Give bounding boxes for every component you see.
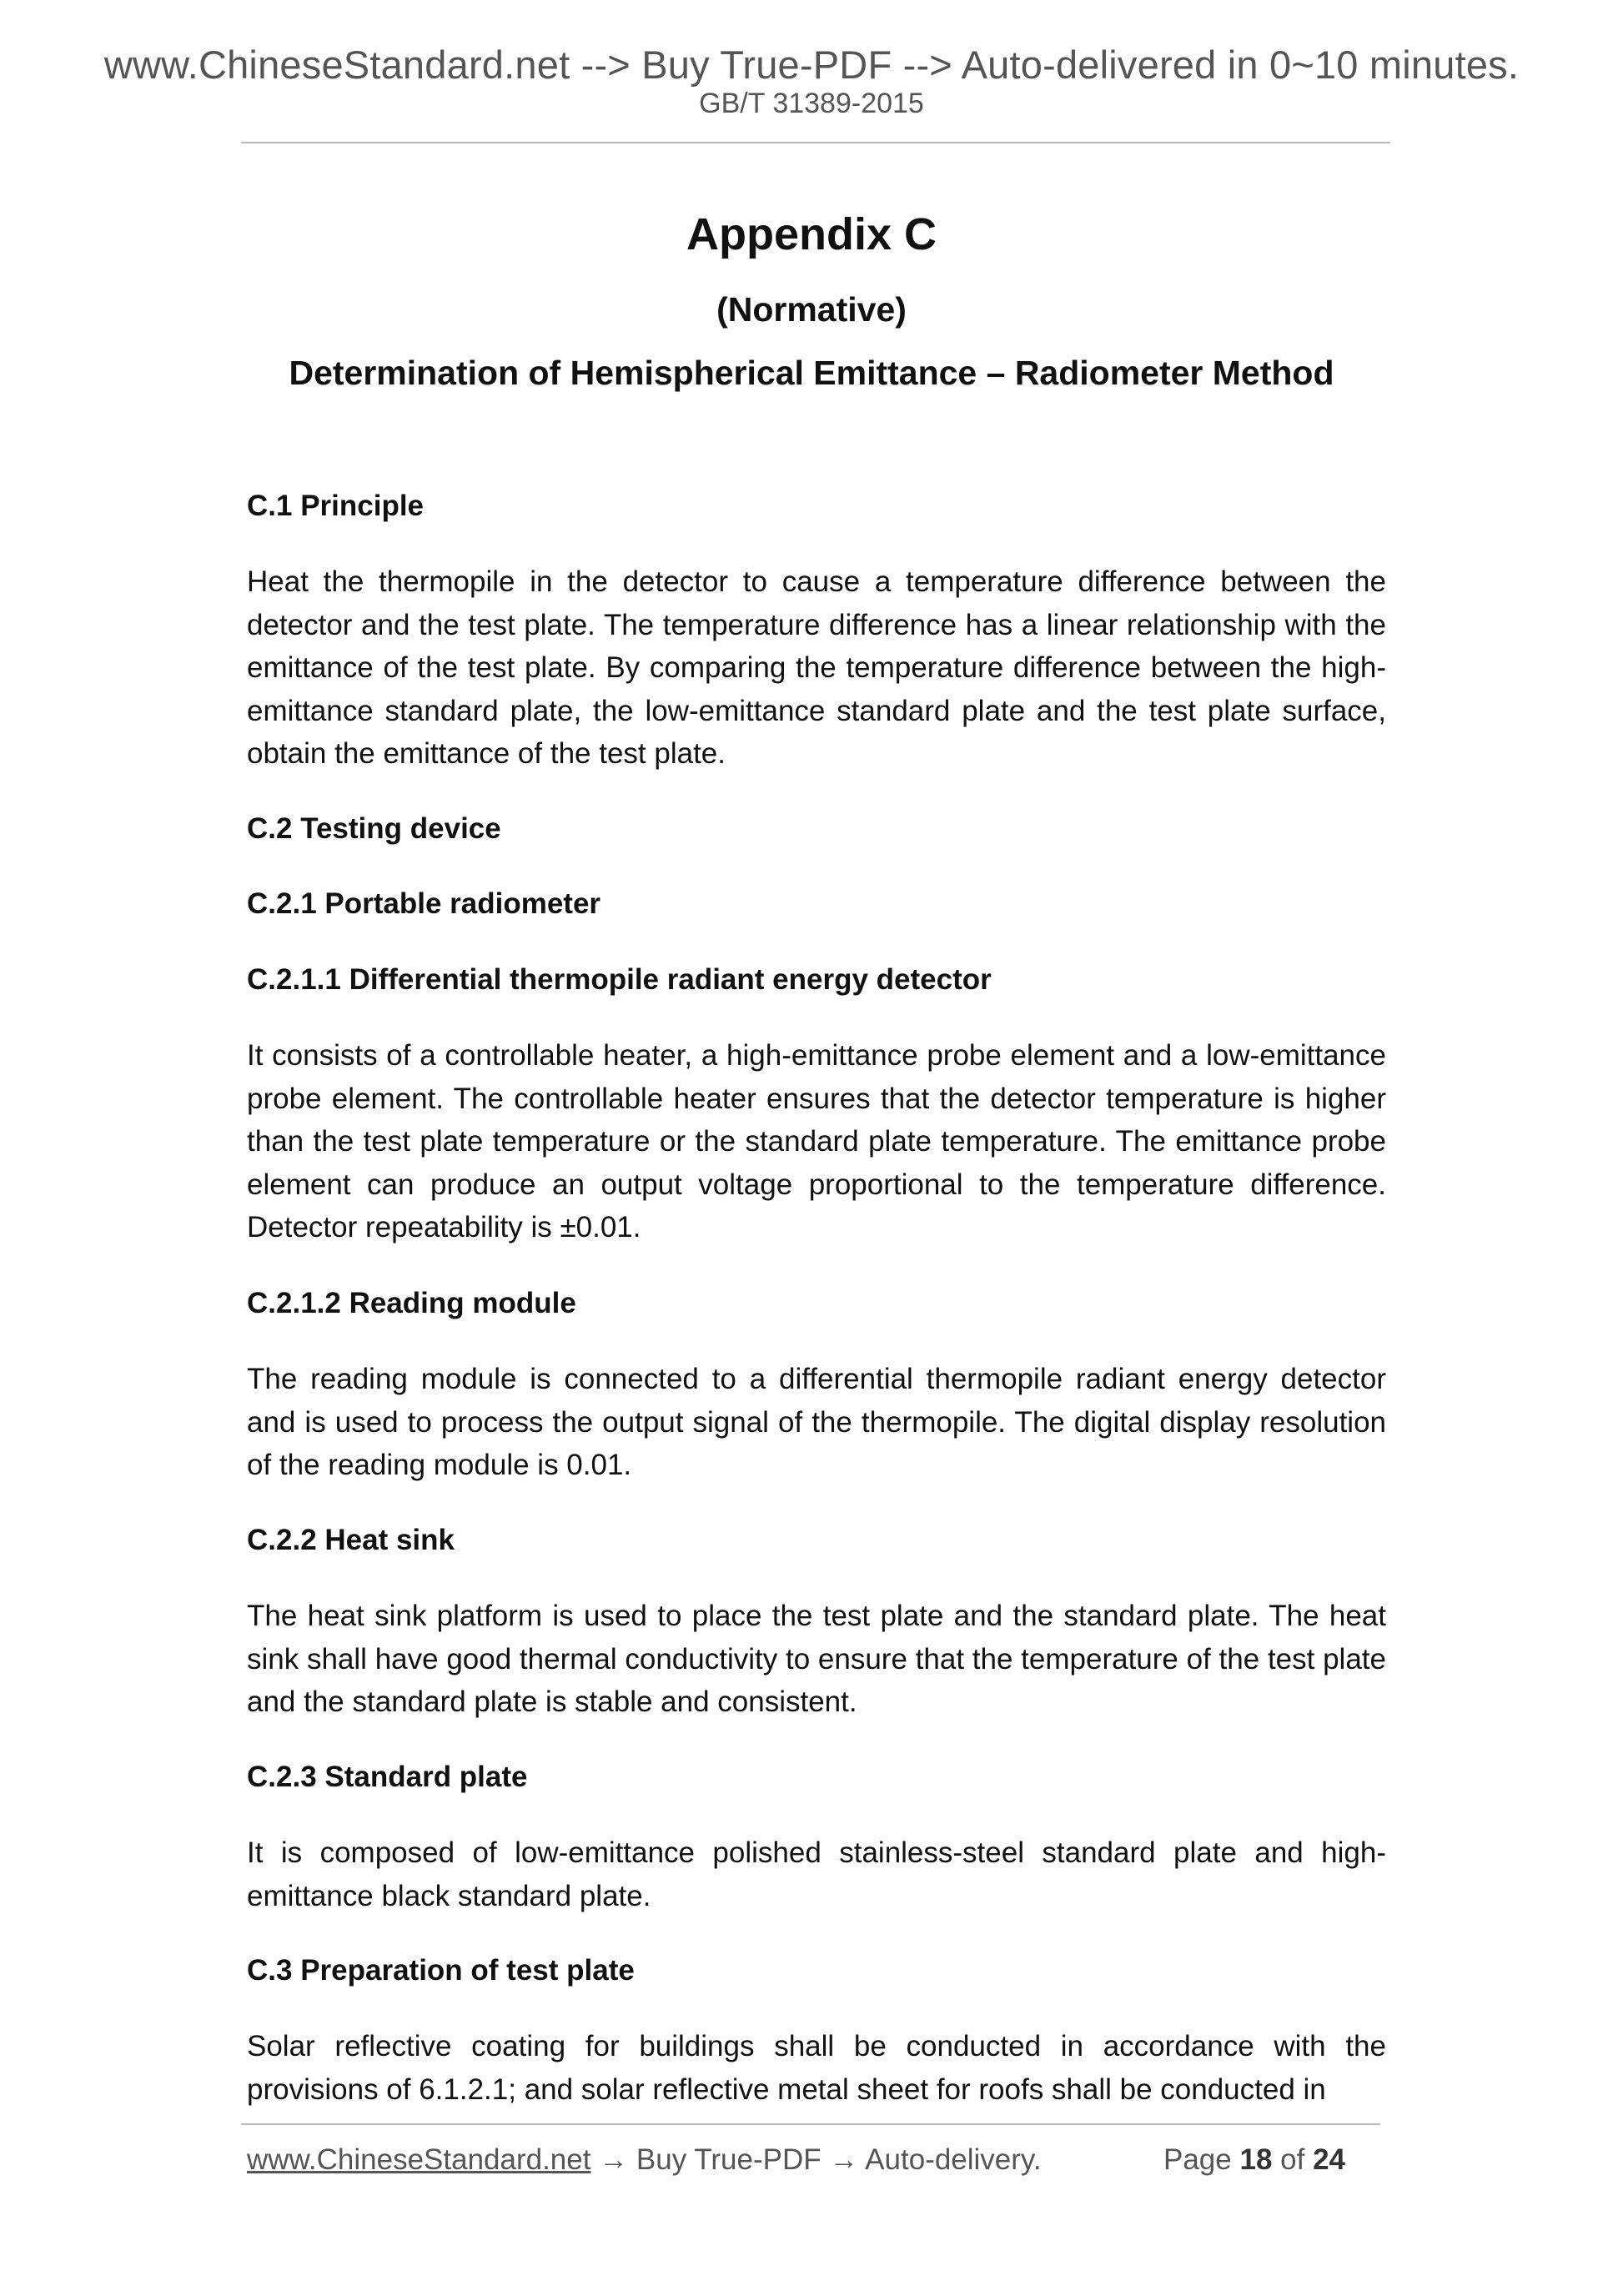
appendix-subtitle: Determination of Hemispherical Emittance – Radiometer Method (289, 354, 1334, 392)
page-number: 18 (1239, 2143, 1273, 2176)
appendix-title: Appendix C (686, 209, 937, 259)
section-c22-heading: C.2.2 Heat sink (247, 1524, 455, 1556)
section-c3-text: Solar reflective coating for buildings shall be conducted in accordance with the provisions of 6.1.2.1; and solar reflective metal sheet for roofs shall be conducted in (247, 2030, 1386, 2106)
section-c22-text: The heat sink platform is used to place the test plate and the standard plate. The heat sink shall have good thermal conductivity to ensure that the temperature of the test plate and the standard plate is stable and consistent. (247, 1600, 1386, 1718)
footer-link-tail: → Buy True-PDF → Auto-delivery. (590, 2143, 1042, 2176)
section-c2-heading: C.2 Testing device (247, 812, 501, 845)
footer-website-link[interactable]: www.ChineseStandard.net (247, 2143, 591, 2176)
standard-code: GB/T 31389-2015 (699, 88, 924, 119)
section-c23-text: It is composed of low-emittance polished stainless-steel standard plate and high-emittance black standard plate. (247, 1836, 1386, 1912)
section-c1-heading: C.1 Principle (247, 490, 425, 522)
appendix-type: (Normative) (716, 290, 907, 329)
section-c1-text: Heat the thermopile in the detector to cause a temperature difference between the detector and the test plate. The temperature difference has a linear relationship with the emittance of the test plate. By comparing the temperature difference between the high-emittance standard plate, the low-emittance standard plate and the test plate surface, obtain the emittance of the test plate. (247, 565, 1386, 770)
header-divider (241, 142, 1390, 143)
header-banner: www.ChineseStandard.net --> Buy True-PDF --> Auto-delivered in 0~10 minutes. (103, 43, 1520, 87)
page-label: Page (1163, 2143, 1232, 2176)
section-c212-heading: C.2.1.2 Reading module (247, 1287, 576, 1319)
section-c3-heading: C.3 Preparation of test plate (247, 1954, 635, 1987)
section-c211-heading: C.2.1.1 Differential thermopile radiant energy detector (247, 963, 992, 996)
section-c212-text: The reading module is connected to a differential thermopile radiant energy detector and is used to process the output signal of the thermopile. The digital display resolution of the reading module is 0.01. (247, 1363, 1386, 1481)
section-c211-text: It consists of a controllable heater, a high-emittance probe element and a low-emittance probe element. The controllable heater ensures that the detector temperature is higher than the test plate temperature or the standard plate temperature. The emittance probe element can produce an output voltage proportional to the temperature difference. Detector repeatability is ±0.01. (247, 1039, 1386, 1243)
section-c21-heading: C.2.1 Portable radiometer (247, 887, 601, 920)
of-label: of (1280, 2143, 1305, 2176)
page-indicator (1163, 2143, 1345, 2177)
footer-delivery-note (247, 2143, 1042, 2177)
section-c23-heading: C.2.3 Standard plate (247, 1761, 528, 1793)
footer-divider (241, 2123, 1380, 2125)
page-total: 24 (1313, 2143, 1346, 2176)
